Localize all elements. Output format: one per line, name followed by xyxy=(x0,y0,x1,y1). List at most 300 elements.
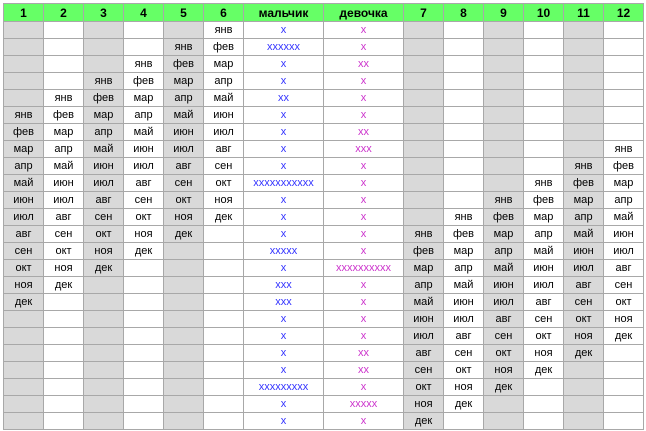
girl-cell: x xyxy=(324,226,404,243)
month-cell: май xyxy=(604,209,644,226)
month-cell: апр xyxy=(444,260,484,277)
month-cell: ноя xyxy=(604,311,644,328)
month-cell xyxy=(604,73,644,90)
month-cell xyxy=(84,379,124,396)
column-header: 3 xyxy=(84,4,124,22)
month-cell: окт xyxy=(124,209,164,226)
table-row xyxy=(4,141,644,158)
month-cell xyxy=(204,226,244,243)
month-cell: дек xyxy=(404,413,444,430)
month-cell: мар xyxy=(124,90,164,107)
month-cell xyxy=(484,396,524,413)
month-cell xyxy=(204,345,244,362)
month-cell xyxy=(484,175,524,192)
month-cell: апр xyxy=(564,209,604,226)
month-cell: авг xyxy=(204,141,244,158)
month-cell xyxy=(84,39,124,56)
month-cell xyxy=(4,362,44,379)
month-cell xyxy=(604,22,644,39)
month-cell xyxy=(84,277,124,294)
month-cell: авг xyxy=(404,345,444,362)
month-cell xyxy=(604,56,644,73)
month-cell: мар xyxy=(44,124,84,141)
month-cell xyxy=(4,413,44,430)
column-header: мальчик xyxy=(244,4,324,22)
girl-cell: x xyxy=(324,158,404,175)
month-cell xyxy=(204,328,244,345)
boy-cell: x xyxy=(244,362,324,379)
month-cell xyxy=(444,192,484,209)
table-row xyxy=(4,243,644,260)
table-row xyxy=(4,226,644,243)
month-cell: сен xyxy=(124,192,164,209)
month-cell: окт xyxy=(84,226,124,243)
girl-cell: x xyxy=(324,328,404,345)
boy-cell: x xyxy=(244,328,324,345)
month-cell xyxy=(124,345,164,362)
month-cell: июл xyxy=(564,260,604,277)
table-row xyxy=(4,73,644,90)
table-row xyxy=(4,158,644,175)
month-cell xyxy=(564,22,604,39)
month-cell: дек xyxy=(4,294,44,311)
month-cell xyxy=(524,124,564,141)
month-cell xyxy=(44,73,84,90)
month-cell xyxy=(4,345,44,362)
month-cell xyxy=(84,413,124,430)
boy-cell: xxxxxxxxx xyxy=(244,379,324,396)
column-header: 9 xyxy=(484,4,524,22)
month-cell xyxy=(484,39,524,56)
month-cell xyxy=(164,243,204,260)
month-cell xyxy=(524,56,564,73)
month-cell: фев xyxy=(124,73,164,90)
month-cell xyxy=(4,328,44,345)
month-cell: фев xyxy=(164,56,204,73)
month-cell: июл xyxy=(84,175,124,192)
month-cell xyxy=(524,158,564,175)
month-cell xyxy=(124,260,164,277)
month-cell: фев xyxy=(564,175,604,192)
table-row xyxy=(4,345,644,362)
month-cell: окт xyxy=(44,243,84,260)
month-cell xyxy=(564,379,604,396)
month-cell: ноя xyxy=(404,396,444,413)
boy-cell: x xyxy=(244,226,324,243)
boy-cell: x xyxy=(244,158,324,175)
month-cell: дек xyxy=(604,328,644,345)
month-cell xyxy=(564,362,604,379)
month-cell: май xyxy=(84,141,124,158)
table-row xyxy=(4,379,644,396)
month-cell xyxy=(164,328,204,345)
boy-cell: xxxxxx xyxy=(244,39,324,56)
month-cell: окт xyxy=(524,328,564,345)
column-header: 5 xyxy=(164,4,204,22)
month-cell: дек xyxy=(84,260,124,277)
column-header: 6 xyxy=(204,4,244,22)
month-cell xyxy=(44,294,84,311)
girl-cell: x xyxy=(324,39,404,56)
month-cell: фев xyxy=(84,90,124,107)
month-cell xyxy=(204,413,244,430)
month-cell: окт xyxy=(444,362,484,379)
girl-cell: x xyxy=(324,379,404,396)
month-cell xyxy=(164,260,204,277)
table-row xyxy=(4,90,644,107)
month-cell xyxy=(84,345,124,362)
column-header: 12 xyxy=(604,4,644,22)
month-cell: июл xyxy=(404,328,444,345)
month-cell: сен xyxy=(564,294,604,311)
month-cell xyxy=(444,158,484,175)
month-cell xyxy=(484,124,524,141)
month-cell: дек xyxy=(484,379,524,396)
month-cell: сен xyxy=(604,277,644,294)
month-cell xyxy=(404,209,444,226)
grid-body xyxy=(4,22,644,430)
month-cell xyxy=(124,294,164,311)
month-cell: авг xyxy=(124,175,164,192)
month-cell xyxy=(124,413,164,430)
month-cell: июл xyxy=(444,311,484,328)
month-cell xyxy=(164,22,204,39)
boy-cell: x xyxy=(244,311,324,328)
table-row xyxy=(4,124,644,141)
month-cell xyxy=(44,413,84,430)
boy-cell: x xyxy=(244,141,324,158)
month-cell: апр xyxy=(44,141,84,158)
month-cell xyxy=(124,396,164,413)
table-row xyxy=(4,39,644,56)
girl-cell: xxxxxxxxxx xyxy=(324,260,404,277)
girl-cell: x xyxy=(324,175,404,192)
boy-cell: xxxxxxxxxxx xyxy=(244,175,324,192)
month-cell xyxy=(564,107,604,124)
month-cell xyxy=(124,379,164,396)
boy-cell: x xyxy=(244,413,324,430)
month-cell xyxy=(444,90,484,107)
month-cell: мар xyxy=(84,107,124,124)
table-row xyxy=(4,294,644,311)
girl-cell: xx xyxy=(324,56,404,73)
month-cell: ноя xyxy=(84,243,124,260)
table-row xyxy=(4,277,644,294)
boy-cell: xxx xyxy=(244,294,324,311)
month-cell xyxy=(84,22,124,39)
month-cell: фев xyxy=(204,39,244,56)
month-cell xyxy=(484,107,524,124)
column-header: 10 xyxy=(524,4,564,22)
column-header: 1 xyxy=(4,4,44,22)
month-cell xyxy=(604,345,644,362)
month-cell: апр xyxy=(484,243,524,260)
girl-cell: xx xyxy=(324,345,404,362)
month-cell xyxy=(604,107,644,124)
month-cell xyxy=(84,328,124,345)
month-cell: май xyxy=(404,294,444,311)
month-cell: окт xyxy=(484,345,524,362)
month-cell: янв xyxy=(164,39,204,56)
header-row xyxy=(4,4,644,22)
month-cell: дек xyxy=(44,277,84,294)
girl-cell: x xyxy=(324,413,404,430)
month-cell xyxy=(484,90,524,107)
column-header: девочка xyxy=(324,4,404,22)
month-cell: авг xyxy=(444,328,484,345)
month-cell xyxy=(4,396,44,413)
month-cell xyxy=(44,345,84,362)
month-cell: янв xyxy=(124,56,164,73)
month-cell: авг xyxy=(604,260,644,277)
month-cell: мар xyxy=(444,243,484,260)
month-cell: апр xyxy=(4,158,44,175)
month-cell: июл xyxy=(4,209,44,226)
month-cell xyxy=(444,124,484,141)
month-cell: окт xyxy=(404,379,444,396)
month-cell xyxy=(444,175,484,192)
month-cell xyxy=(124,311,164,328)
month-cell xyxy=(204,362,244,379)
month-cell: дек xyxy=(444,396,484,413)
month-cell: сен xyxy=(44,226,84,243)
month-cell xyxy=(204,243,244,260)
boy-cell: x xyxy=(244,124,324,141)
month-cell xyxy=(124,277,164,294)
month-cell: сен xyxy=(524,311,564,328)
month-cell xyxy=(444,22,484,39)
month-cell xyxy=(524,73,564,90)
month-cell: июн xyxy=(444,294,484,311)
month-cell xyxy=(444,39,484,56)
month-cell: май xyxy=(124,124,164,141)
month-cell: май xyxy=(44,158,84,175)
boy-cell: x xyxy=(244,56,324,73)
month-cell xyxy=(84,56,124,73)
month-cell xyxy=(204,277,244,294)
month-cell: ноя xyxy=(444,379,484,396)
table-row xyxy=(4,396,644,413)
month-cell: окт xyxy=(204,175,244,192)
month-cell xyxy=(124,328,164,345)
month-cell: мар xyxy=(484,226,524,243)
month-cell xyxy=(604,39,644,56)
month-cell xyxy=(204,260,244,277)
month-cell: фев xyxy=(604,158,644,175)
month-cell: ноя xyxy=(484,362,524,379)
month-cell xyxy=(484,56,524,73)
month-cell: июн xyxy=(404,311,444,328)
month-cell: май xyxy=(564,226,604,243)
month-cell: окт xyxy=(564,311,604,328)
month-cell xyxy=(164,345,204,362)
month-cell: июл xyxy=(204,124,244,141)
month-cell: янв xyxy=(204,22,244,39)
month-cell: май xyxy=(444,277,484,294)
month-cell: июн xyxy=(484,277,524,294)
boy-cell: xxx xyxy=(244,277,324,294)
month-cell xyxy=(404,39,444,56)
month-cell xyxy=(404,158,444,175)
boy-cell: x xyxy=(244,192,324,209)
month-cell xyxy=(84,294,124,311)
month-cell: май xyxy=(484,260,524,277)
month-cell xyxy=(604,396,644,413)
month-cell: сен xyxy=(404,362,444,379)
month-cell: мар xyxy=(164,73,204,90)
month-cell xyxy=(404,124,444,141)
month-cell xyxy=(444,413,484,430)
month-cell: июн xyxy=(604,226,644,243)
girl-cell: x xyxy=(324,73,404,90)
month-cell xyxy=(524,413,564,430)
month-cell xyxy=(444,56,484,73)
month-cell: сен xyxy=(484,328,524,345)
month-cell: дек xyxy=(164,226,204,243)
month-cell xyxy=(484,22,524,39)
month-cell: июл xyxy=(164,141,204,158)
month-cell: май xyxy=(204,90,244,107)
month-cell: июл xyxy=(604,243,644,260)
girl-cell: xxx xyxy=(324,141,404,158)
girl-cell: xx xyxy=(324,124,404,141)
month-cell: дек xyxy=(564,345,604,362)
month-cell xyxy=(44,396,84,413)
month-cell: янв xyxy=(404,226,444,243)
month-cell xyxy=(604,413,644,430)
column-header: 7 xyxy=(404,4,444,22)
month-cell xyxy=(564,56,604,73)
month-cell xyxy=(564,396,604,413)
month-cell xyxy=(404,22,444,39)
month-cell: мар xyxy=(524,209,564,226)
month-cell xyxy=(84,311,124,328)
boy-cell: x xyxy=(244,209,324,226)
month-cell: сен xyxy=(444,345,484,362)
month-cell: дек xyxy=(204,209,244,226)
table-row xyxy=(4,362,644,379)
month-cell xyxy=(124,22,164,39)
month-cell xyxy=(484,158,524,175)
month-cell xyxy=(404,192,444,209)
girl-cell: x xyxy=(324,209,404,226)
table-row xyxy=(4,328,644,345)
month-cell: май xyxy=(164,107,204,124)
column-header: 8 xyxy=(444,4,484,22)
month-cell xyxy=(404,90,444,107)
girl-cell: x xyxy=(324,277,404,294)
month-cell: янв xyxy=(484,192,524,209)
boy-cell: xx xyxy=(244,90,324,107)
month-cell: ноя xyxy=(204,192,244,209)
month-cell xyxy=(84,396,124,413)
month-cell xyxy=(524,107,564,124)
month-cell xyxy=(524,396,564,413)
girl-cell: x xyxy=(324,294,404,311)
month-cell: окт xyxy=(164,192,204,209)
month-cell: дек xyxy=(524,362,564,379)
month-cell xyxy=(604,362,644,379)
month-cell: фев xyxy=(4,124,44,141)
month-cell xyxy=(164,311,204,328)
month-cell: апр xyxy=(204,73,244,90)
month-cell xyxy=(524,39,564,56)
month-cell xyxy=(44,362,84,379)
month-cell: окт xyxy=(4,260,44,277)
girl-cell: x xyxy=(324,311,404,328)
month-cell: июл xyxy=(524,277,564,294)
month-cell: ноя xyxy=(564,328,604,345)
month-cell xyxy=(404,56,444,73)
month-cell xyxy=(44,379,84,396)
month-cell: сен xyxy=(4,243,44,260)
boy-cell: x xyxy=(244,345,324,362)
girl-cell: x xyxy=(324,22,404,39)
table-row xyxy=(4,209,644,226)
month-cell xyxy=(4,39,44,56)
month-cell: авг xyxy=(564,277,604,294)
month-cell: ноя xyxy=(524,345,564,362)
month-cell xyxy=(444,73,484,90)
month-cell: янв xyxy=(4,107,44,124)
table-row xyxy=(4,22,644,39)
month-cell xyxy=(484,73,524,90)
boy-cell: x xyxy=(244,107,324,124)
month-cell: июн xyxy=(4,192,44,209)
month-cell: мар xyxy=(404,260,444,277)
month-cell: окт xyxy=(604,294,644,311)
column-header: 11 xyxy=(564,4,604,22)
month-cell xyxy=(204,311,244,328)
month-cell xyxy=(44,328,84,345)
month-cell: июн xyxy=(44,175,84,192)
month-cell: мар xyxy=(604,175,644,192)
month-cell xyxy=(164,379,204,396)
table-row xyxy=(4,311,644,328)
month-cell xyxy=(564,141,604,158)
table-row xyxy=(4,260,644,277)
month-cell: янв xyxy=(564,158,604,175)
month-cell xyxy=(404,141,444,158)
month-cell xyxy=(4,56,44,73)
table-row xyxy=(4,192,644,209)
boy-cell: x xyxy=(244,260,324,277)
month-cell: май xyxy=(524,243,564,260)
table-row xyxy=(4,175,644,192)
month-cell xyxy=(164,413,204,430)
month-cell xyxy=(204,396,244,413)
month-cell: апр xyxy=(404,277,444,294)
table-row xyxy=(4,107,644,124)
boy-cell: x xyxy=(244,73,324,90)
month-cell xyxy=(204,379,244,396)
month-cell: июл xyxy=(484,294,524,311)
month-cell xyxy=(164,294,204,311)
month-cell xyxy=(164,277,204,294)
month-cell xyxy=(404,175,444,192)
boy-cell: xxxxx xyxy=(244,243,324,260)
month-cell: ноя xyxy=(4,277,44,294)
month-cell xyxy=(604,124,644,141)
month-cell: ноя xyxy=(124,226,164,243)
girl-cell: x xyxy=(324,107,404,124)
month-cell: ноя xyxy=(164,209,204,226)
month-cell xyxy=(4,73,44,90)
month-cell: апр xyxy=(84,124,124,141)
month-cell: мар xyxy=(204,56,244,73)
month-cell: апр xyxy=(124,107,164,124)
month-cell: дек xyxy=(124,243,164,260)
